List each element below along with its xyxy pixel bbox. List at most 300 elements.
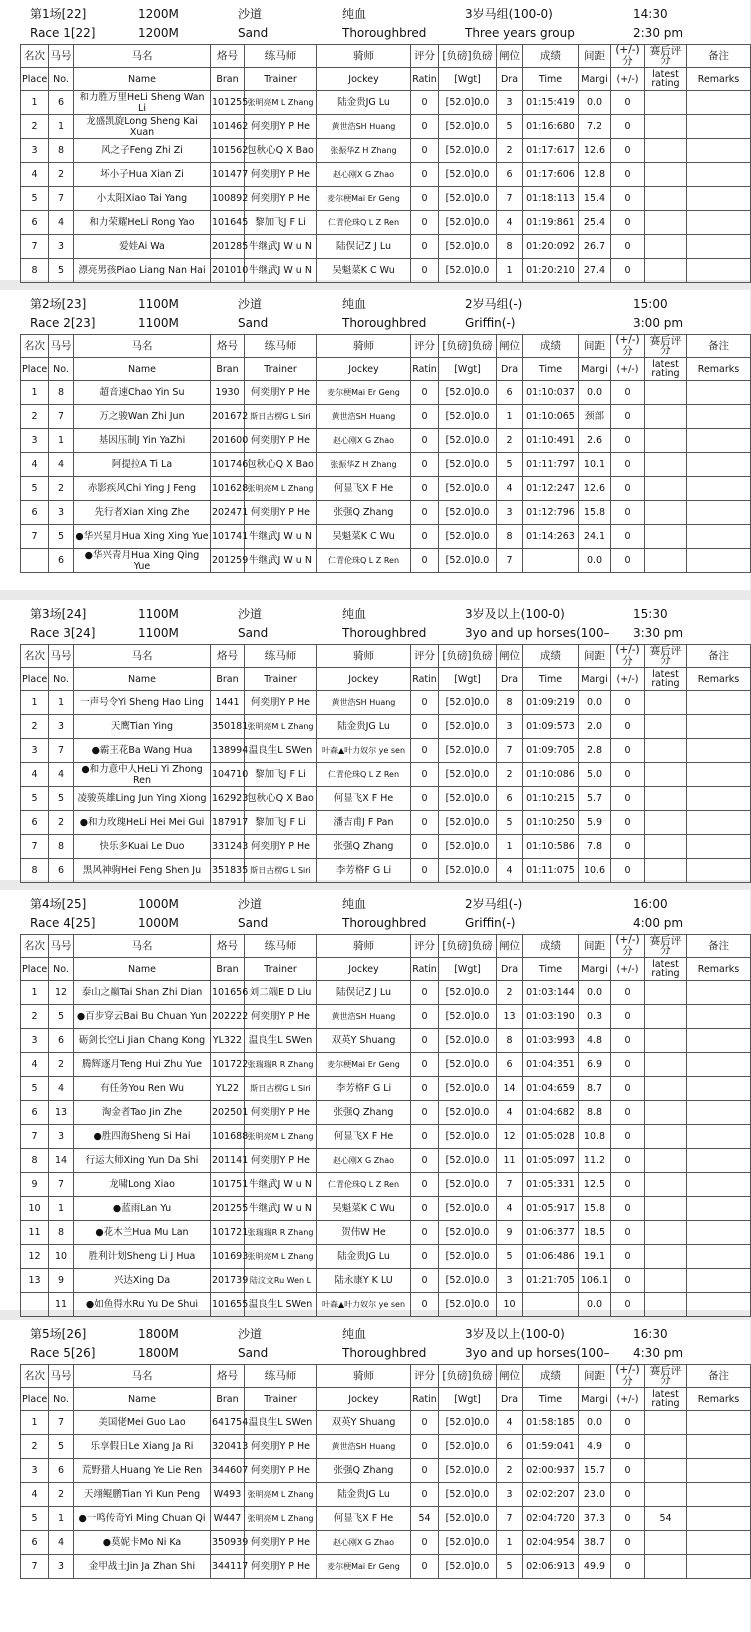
table-cell — [687, 453, 751, 477]
table-cell: 6 — [49, 1459, 74, 1483]
table-cell: [52.0]0.0 — [439, 429, 497, 453]
column-header: 赛后评分 — [645, 45, 687, 68]
table-cell: [52.0]0.0 — [439, 405, 497, 429]
table-cell: [52.0]0.0 — [439, 1293, 497, 1317]
table-cell: 0.0 — [579, 91, 611, 115]
race-section — [0, 290, 750, 590]
table-cell: 9 — [497, 1221, 523, 1245]
table-cell: 0.3 — [579, 1005, 611, 1029]
table-cell: 101751 — [211, 1173, 245, 1197]
table-cell: 张明亮M L Zhang — [245, 1125, 317, 1149]
table-cell — [687, 91, 751, 115]
table-cell: 5 — [497, 1245, 523, 1269]
table-cell: ●华兴星月Hua Xing Xing Yue — [74, 525, 211, 549]
table-cell: 温良生L SWen — [245, 739, 317, 763]
table-cell: 0 — [611, 787, 645, 811]
column-header: 练马师 — [245, 645, 317, 668]
table-cell: 4 — [21, 1483, 49, 1507]
table-cell: 腾辉逐月Teng Hui Zhu Yue — [74, 1053, 211, 1077]
column-header: 间距 — [579, 935, 611, 958]
table-cell: 02:04:954 — [523, 1531, 579, 1555]
table-cell: 54 — [645, 1507, 687, 1531]
table-cell: 01:10:491 — [523, 429, 579, 453]
table-row — [21, 1555, 751, 1579]
table-cell: 6 — [49, 91, 74, 115]
table-cell: ●百步穿云Bai Bu Chuan Yun — [74, 1005, 211, 1029]
table-cell: 8 — [49, 381, 74, 405]
column-header: Time — [523, 958, 579, 981]
race-group: 2岁马组(-) — [465, 297, 523, 311]
table-cell: 2 — [497, 139, 523, 163]
column-header: 间距 — [579, 645, 611, 668]
table-cell: 8 — [49, 835, 74, 859]
column-header: (+/-) — [611, 668, 645, 691]
race-dist: 1100M — [138, 607, 179, 621]
table-cell: 101656 — [211, 981, 245, 1005]
table-cell: 0 — [611, 1053, 645, 1077]
table-cell — [687, 115, 751, 139]
column-header: (+/-) — [611, 358, 645, 381]
table-cell: 麦尔梗Mai Er Geng — [317, 1555, 411, 1579]
table-cell — [687, 1101, 751, 1125]
table-cell: 01:05:917 — [523, 1197, 579, 1221]
table-cell: 01:05:028 — [523, 1125, 579, 1149]
race-time: 16:30 — [633, 1327, 668, 1341]
column-header: Remarks — [687, 958, 751, 981]
column-header: (+/-)分 — [611, 645, 645, 668]
table-cell: 颈部 — [579, 405, 611, 429]
table-cell: 6 — [497, 787, 523, 811]
table-cell: 162923 — [211, 787, 245, 811]
table-cell: 7 — [21, 235, 49, 259]
race-section — [0, 1320, 750, 1632]
race-dist: 1800M — [138, 1346, 179, 1360]
table-cell: 10 — [497, 1293, 523, 1317]
table-cell: 0 — [611, 163, 645, 187]
table-cell: [52.0]0.0 — [439, 1173, 497, 1197]
table-cell: 坏小子Hua Xian Zi — [74, 163, 211, 187]
table-cell: 阿提拉A Ti La — [74, 453, 211, 477]
table-row — [21, 1459, 751, 1483]
table-cell — [687, 429, 751, 453]
table-cell — [687, 1531, 751, 1555]
table-cell: 0 — [611, 477, 645, 501]
table-cell: 3 — [497, 91, 523, 115]
table-cell: 7 — [497, 1507, 523, 1531]
race-no: 第4场[25] — [30, 897, 87, 911]
table-cell: 0 — [411, 787, 439, 811]
table-cell: 何奕朋Y P He — [245, 163, 317, 187]
table-cell: 01:06:486 — [523, 1245, 579, 1269]
table-cell: 7 — [21, 1555, 49, 1579]
table-cell: 101655 — [211, 1293, 245, 1317]
table-cell: 牛继武J W u N — [245, 525, 317, 549]
table-cell: 01:14:263 — [523, 525, 579, 549]
results-table — [20, 44, 751, 283]
table-cell: 8 — [497, 1029, 523, 1053]
table-row — [21, 1149, 751, 1173]
table-cell: 6 — [21, 501, 49, 525]
table-cell — [645, 211, 687, 235]
table-cell: 6 — [497, 1435, 523, 1459]
table-cell: 何奕朋Y P He — [245, 501, 317, 525]
column-header: Dra — [497, 68, 523, 91]
table-cell: 黄世浩SH Huang — [317, 1435, 411, 1459]
table-row — [21, 1053, 751, 1077]
table-cell: 8 — [21, 859, 49, 883]
race-breed: Thoroughbred — [342, 316, 427, 330]
table-cell: 01:09:219 — [523, 691, 579, 715]
table-cell: 01:10:086 — [523, 763, 579, 787]
race-no: Race 1[22] — [30, 26, 96, 40]
table-cell: 49.9 — [579, 1555, 611, 1579]
table-cell: [52.0]0.0 — [439, 1411, 497, 1435]
table-cell: [52.0]0.0 — [439, 259, 497, 283]
table-cell: 赵心刚X G Zhao — [317, 163, 411, 187]
table-row — [21, 835, 751, 859]
table-cell — [687, 763, 751, 787]
table-row — [21, 715, 751, 739]
table-cell: 0.0 — [579, 981, 611, 1005]
column-header: 名次 — [21, 335, 49, 358]
column-header: Place — [21, 1388, 49, 1411]
table-cell: 101255 — [211, 91, 245, 115]
table-cell: 2 — [21, 115, 49, 139]
table-cell: 2.8 — [579, 739, 611, 763]
table-cell: 01:21:705 — [523, 1269, 579, 1293]
table-cell: 天翊鲲鹏Tian Yi Kun Peng — [74, 1483, 211, 1507]
table-cell: 7 — [21, 1125, 49, 1149]
table-cell: 01:17:606 — [523, 163, 579, 187]
race-group: Griffin(-) — [465, 316, 516, 330]
table-row — [21, 981, 751, 1005]
table-row — [21, 1245, 751, 1269]
table-cell — [687, 1125, 751, 1149]
table-cell: ●蓝雨Lan Yu — [74, 1197, 211, 1221]
table-cell: 何奕朋Y P He — [245, 1149, 317, 1173]
column-header: [负磅]负磅 — [439, 645, 497, 668]
table-cell: 0 — [411, 1101, 439, 1125]
race-dist: 1000M — [138, 897, 179, 911]
column-header: [Wgt] — [439, 668, 497, 691]
table-cell — [687, 715, 751, 739]
table-cell: 张强Q Zhang — [317, 501, 411, 525]
table-cell: 张明亮M L Zhang — [245, 715, 317, 739]
table-cell: 3 — [49, 235, 74, 259]
table-cell: 何奕朋Y P He — [245, 1531, 317, 1555]
table-cell: 0 — [411, 1459, 439, 1483]
table-row — [21, 259, 751, 283]
table-cell: 李芳格F G Li — [317, 1077, 411, 1101]
table-cell: 01:05:331 — [523, 1173, 579, 1197]
table-cell: 13 — [497, 1005, 523, 1029]
table-cell: 何显飞X F He — [317, 787, 411, 811]
table-cell: 4 — [49, 1531, 74, 1555]
column-header: 练马师 — [245, 335, 317, 358]
table-cell: 202471 — [211, 501, 245, 525]
table-cell: 何奕朋Y P He — [245, 115, 317, 139]
table-cell — [645, 549, 687, 573]
table-cell: 麦尔梗Mai Er Geng — [317, 1053, 411, 1077]
column-header: Trainer — [245, 358, 317, 381]
table-cell: 5 — [49, 1435, 74, 1459]
column-header: Remarks — [687, 1388, 751, 1411]
table-cell: 0 — [411, 835, 439, 859]
table-cell: 100892 — [211, 187, 245, 211]
table-cell: 201141 — [211, 1149, 245, 1173]
table-cell — [687, 1555, 751, 1579]
table-cell: 0 — [411, 1555, 439, 1579]
table-cell: 凌骏英雄Ling Jun Ying Xiong — [74, 787, 211, 811]
table-cell — [687, 1411, 751, 1435]
table-cell: 4 — [497, 211, 523, 235]
race-surf: Sand — [238, 1346, 269, 1360]
table-cell — [687, 1173, 751, 1197]
table-cell: 牛继武J W u N — [245, 235, 317, 259]
results-table — [20, 644, 751, 883]
results-table — [20, 334, 751, 573]
table-cell: W493 — [211, 1483, 245, 1507]
table-cell — [645, 981, 687, 1005]
table-cell: 01:06:377 — [523, 1221, 579, 1245]
column-header: Margi — [579, 668, 611, 691]
column-header: Time — [523, 68, 579, 91]
table-cell: [52.0]0.0 — [439, 549, 497, 573]
table-cell: 01:17:617 — [523, 139, 579, 163]
table-row — [21, 1197, 751, 1221]
table-cell: ●霸王花Ba Wang Hua — [74, 739, 211, 763]
column-header: 赛后评分 — [645, 335, 687, 358]
race-no: Race 3[24] — [30, 626, 96, 640]
table-cell — [645, 763, 687, 787]
column-header: 烙号 — [211, 45, 245, 68]
table-cell: 何奕朋Y P He — [245, 1435, 317, 1459]
table-row — [21, 549, 751, 573]
table-cell: 15.4 — [579, 187, 611, 211]
table-cell: 0 — [411, 381, 439, 405]
table-cell — [687, 139, 751, 163]
table-cell: 7 — [497, 187, 523, 211]
column-header: (+/-)分 — [611, 45, 645, 68]
table-cell: 2 — [49, 811, 74, 835]
race-dist: 1000M — [138, 916, 179, 930]
table-cell: 0 — [611, 1459, 645, 1483]
table-cell: 黄世浩SH Huang — [317, 1005, 411, 1029]
table-cell: 何奕朋Y P He — [245, 1005, 317, 1029]
column-header: 备注 — [687, 335, 751, 358]
table-cell: 胜利计划Sheng Li J Hua — [74, 1245, 211, 1269]
table-cell: 0 — [611, 981, 645, 1005]
table-cell: 7 — [21, 525, 49, 549]
table-cell: [52.0]0.0 — [439, 835, 497, 859]
table-cell: 9 — [49, 1269, 74, 1293]
table-cell: 0 — [411, 91, 439, 115]
table-row — [21, 1029, 751, 1053]
table-cell: 01:05:097 — [523, 1149, 579, 1173]
table-cell: [52.0]0.0 — [439, 91, 497, 115]
table-cell: 0.0 — [579, 691, 611, 715]
table-cell: 8.7 — [579, 1077, 611, 1101]
table-cell: 02:04:720 — [523, 1507, 579, 1531]
table-cell: 0 — [611, 1005, 645, 1029]
table-cell: 1 — [21, 691, 49, 715]
table-cell: 104710 — [211, 763, 245, 787]
table-cell: ●胜四海Sheng Si Hai — [74, 1125, 211, 1149]
table-cell: 201600 — [211, 429, 245, 453]
table-cell: 何奕朋Y P He — [245, 835, 317, 859]
table-row — [21, 1101, 751, 1125]
table-cell: 有任务You Ren Wu — [74, 1077, 211, 1101]
table-cell — [645, 739, 687, 763]
table-cell — [645, 715, 687, 739]
table-cell: 7 — [49, 187, 74, 211]
table-cell: 7 — [49, 739, 74, 763]
table-cell: 101746 — [211, 453, 245, 477]
table-cell: 7 — [49, 1173, 74, 1197]
column-header: Trainer — [245, 68, 317, 91]
table-cell — [645, 1459, 687, 1483]
column-header: 赛后评分 — [645, 645, 687, 668]
column-header: 马名 — [74, 935, 211, 958]
column-header: Ratin — [411, 668, 439, 691]
table-cell: 8 — [21, 1149, 49, 1173]
table-cell: [52.0]0.0 — [439, 139, 497, 163]
table-cell: 187917 — [211, 811, 245, 835]
column-header: (+/-) — [611, 1388, 645, 1411]
table-cell: 张强Q Zhang — [317, 835, 411, 859]
table-cell: 54 — [411, 1507, 439, 1531]
column-header: 烙号 — [211, 1365, 245, 1388]
table-cell: 0 — [411, 453, 439, 477]
table-cell: 01:10:215 — [523, 787, 579, 811]
table-cell: ●华兴青月Hua Xing Qing Yue — [74, 549, 211, 573]
table-cell: 4.8 — [579, 1029, 611, 1053]
table-cell — [645, 859, 687, 883]
table-cell: 25.4 — [579, 211, 611, 235]
table-cell: 3 — [49, 1555, 74, 1579]
table-cell: [52.0]0.0 — [439, 1459, 497, 1483]
race-surf: Sand — [238, 26, 269, 40]
table-cell: 4.9 — [579, 1435, 611, 1459]
table-row — [21, 787, 751, 811]
race-dist: 1200M — [138, 7, 179, 21]
table-cell: 7 — [497, 1173, 523, 1197]
column-header: latest rating — [645, 958, 687, 981]
table-cell: 0 — [611, 525, 645, 549]
race-time: 2:30 pm — [633, 26, 684, 40]
table-cell: 贺伟W He — [317, 1221, 411, 1245]
race-time: 14:30 — [633, 7, 668, 21]
table-cell: 5.7 — [579, 787, 611, 811]
table-cell: 01:10:586 — [523, 835, 579, 859]
column-header: 成绩 — [523, 935, 579, 958]
race-group: 3岁及以上(100-0) — [465, 1327, 565, 1341]
table-cell: 1 — [497, 405, 523, 429]
table-cell: 101741 — [211, 525, 245, 549]
table-cell: 0 — [611, 1077, 645, 1101]
table-cell: 张明亮M L Zhang — [245, 1507, 317, 1531]
table-cell: 4 — [21, 763, 49, 787]
table-cell: 黎加飞J F Li — [245, 211, 317, 235]
table-cell: 01:11:797 — [523, 453, 579, 477]
table-cell: 0 — [411, 501, 439, 525]
table-cell: 6 — [21, 1531, 49, 1555]
table-cell: 0 — [611, 405, 645, 429]
table-cell: 8.8 — [579, 1101, 611, 1125]
table-row — [21, 235, 751, 259]
column-header: 备注 — [687, 645, 751, 668]
table-cell: 01:03:144 — [523, 981, 579, 1005]
table-cell: 0 — [611, 691, 645, 715]
table-cell: 陆俣记Z J Lu — [317, 981, 411, 1005]
column-header: 骑师 — [317, 335, 411, 358]
table-cell: 0 — [611, 1507, 645, 1531]
table-cell: 包秋心Q X Bao — [245, 453, 317, 477]
table-cell: ●一鸣传奇Yi Ming Chuan Qi — [74, 1507, 211, 1531]
table-cell: 赵心刚X G Zhao — [317, 429, 411, 453]
table-cell — [645, 381, 687, 405]
table-cell — [687, 381, 751, 405]
table-cell: 陆金贵JG Lu — [317, 1245, 411, 1269]
table-cell: [52.0]0.0 — [439, 763, 497, 787]
table-cell — [645, 1149, 687, 1173]
table-cell: 3 — [497, 1269, 523, 1293]
race-surf: Sand — [238, 626, 269, 640]
table-cell: [52.0]0.0 — [439, 1221, 497, 1245]
table-cell — [687, 187, 751, 211]
table-cell: 3 — [49, 715, 74, 739]
table-cell: 01:10:065 — [523, 405, 579, 429]
table-cell: 快乐多Kuai Le Duo — [74, 835, 211, 859]
table-cell: 赵心刚X G Zhao — [317, 1531, 411, 1555]
table-cell: 3 — [49, 1125, 74, 1149]
table-cell: 7 — [21, 835, 49, 859]
table-cell — [21, 1293, 49, 1317]
table-cell: 0 — [411, 1005, 439, 1029]
race-no: Race 4[25] — [30, 916, 96, 930]
table-cell — [687, 1149, 751, 1173]
column-header: 评分 — [411, 645, 439, 668]
column-header: Place — [21, 958, 49, 981]
column-header: 骑师 — [317, 935, 411, 958]
table-row — [21, 1125, 751, 1149]
column-header: 名次 — [21, 45, 49, 68]
table-cell: 351835 — [211, 859, 245, 883]
table-cell: 02:02:207 — [523, 1483, 579, 1507]
table-cell — [645, 163, 687, 187]
race-no: 第1场[22] — [30, 7, 87, 21]
column-header: Name — [74, 958, 211, 981]
column-header: 间距 — [579, 1365, 611, 1388]
header-row-cn — [21, 335, 751, 358]
table-cell: 何显飞X F He — [317, 477, 411, 501]
table-cell: 5 — [21, 1077, 49, 1101]
table-cell — [687, 1483, 751, 1507]
table-cell: [52.0]0.0 — [439, 1435, 497, 1459]
column-header: 名次 — [21, 935, 49, 958]
race-time: 4:00 pm — [633, 916, 684, 930]
table-cell: 淘金者Tao Jin Zhe — [74, 1101, 211, 1125]
table-cell: 0 — [611, 235, 645, 259]
column-header: latest rating — [645, 358, 687, 381]
table-cell: 3 — [49, 501, 74, 525]
column-header: 闸位 — [497, 935, 523, 958]
table-cell: YL22 — [211, 1077, 245, 1101]
table-cell — [687, 1221, 751, 1245]
table-cell: 2 — [49, 163, 74, 187]
table-cell: 0.0 — [579, 549, 611, 573]
table-row — [21, 163, 751, 187]
